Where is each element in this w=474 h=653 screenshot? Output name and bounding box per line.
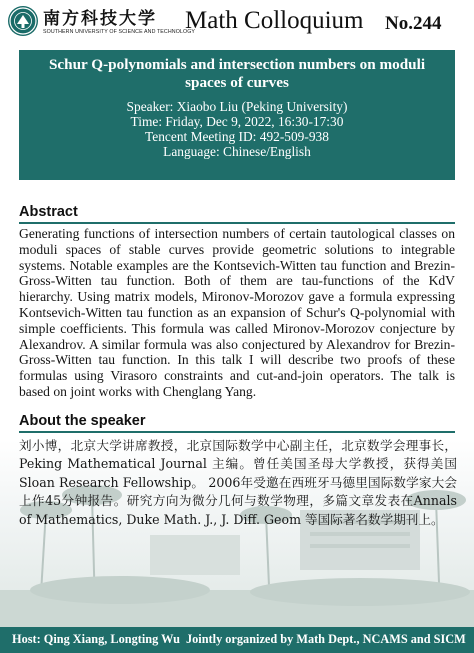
talk-title: Schur Q-polynomials and intersection numbers on moduli spaces of curves bbox=[48, 56, 426, 91]
talk-time: Time: Friday, Dec 9, 2022, 16:30-17:30 bbox=[130, 114, 344, 129]
talk-language: Language: Chinese/English bbox=[163, 144, 311, 159]
talk-meeting-id: Tencent Meeting ID: 492-509-938 bbox=[145, 129, 329, 144]
abstract-divider bbox=[19, 222, 455, 224]
talk-details bbox=[19, 99, 455, 159]
university-name-chinese: 南方科技大学 bbox=[43, 9, 157, 29]
talk-info-box bbox=[19, 50, 455, 180]
speaker-heading: About the speaker bbox=[19, 413, 146, 429]
issue-number: No.244 bbox=[385, 13, 442, 34]
talk-speaker: Speaker: Xiaobo Liu (Peking University) bbox=[126, 99, 348, 114]
university-name-english: SOUTHERN UNIVERSITY OF SCIENCE AND TECHNOLOGY bbox=[43, 29, 196, 35]
organizer-text: Jointly organized by Math Dept., NCAMS and SICM bbox=[186, 632, 466, 646]
university-seal-icon bbox=[8, 6, 38, 36]
footer-bar bbox=[0, 627, 474, 653]
host-text: Host: Qing Xiang, Longting Wu bbox=[12, 632, 180, 646]
speaker-divider bbox=[19, 431, 455, 433]
speaker-bio-text: 刘小博，北京大学讲席教授，北京国际数学中心副主任，北京数学会理事长，Peking Mathematical Journal 主编。曾任美国圣母大学教授，获得美国Sloan Research Fellowship。 2006年受邀在西班牙马德里国际数学家大会上作45分钟报告。研究方向为微分几何与数学物理，多篇文章发表在Annals of Mathematics, Duke Math. J., J. Diff. Geom 等国际著名数学期刊上。 bbox=[19, 438, 457, 527]
page-title: Math Colloquium bbox=[185, 7, 364, 34]
header bbox=[0, 0, 474, 46]
abstract-heading: Abstract bbox=[19, 204, 78, 220]
abstract-text: Generating functions of intersection numbers of certain tautological classes on moduli spaces of stable curves provide geometric solutions to integrable systems. Notable examples are the Kontsevich-Witten tau function and Brezin-Gross-Witten tau function. Both of them are tau-functions of the KdV hierarchy. Using matrix models, Mironov-Morozov gave a formula expressing Kontsevich-Witten tau function as an expansion of Schur's Q-polynomial with simple coefficients. This formula was called Mironov-Morozov conjecture by Alexandrov. A similar formula was also conjectured by Alexandrov for Brezin-Gross-Witten tau function. In this talk I will describe two proofs of these formulas using Virasoro constraints and cut-and-join operators. The talk is based on joint works with Chenglang Yang. bbox=[19, 226, 455, 399]
